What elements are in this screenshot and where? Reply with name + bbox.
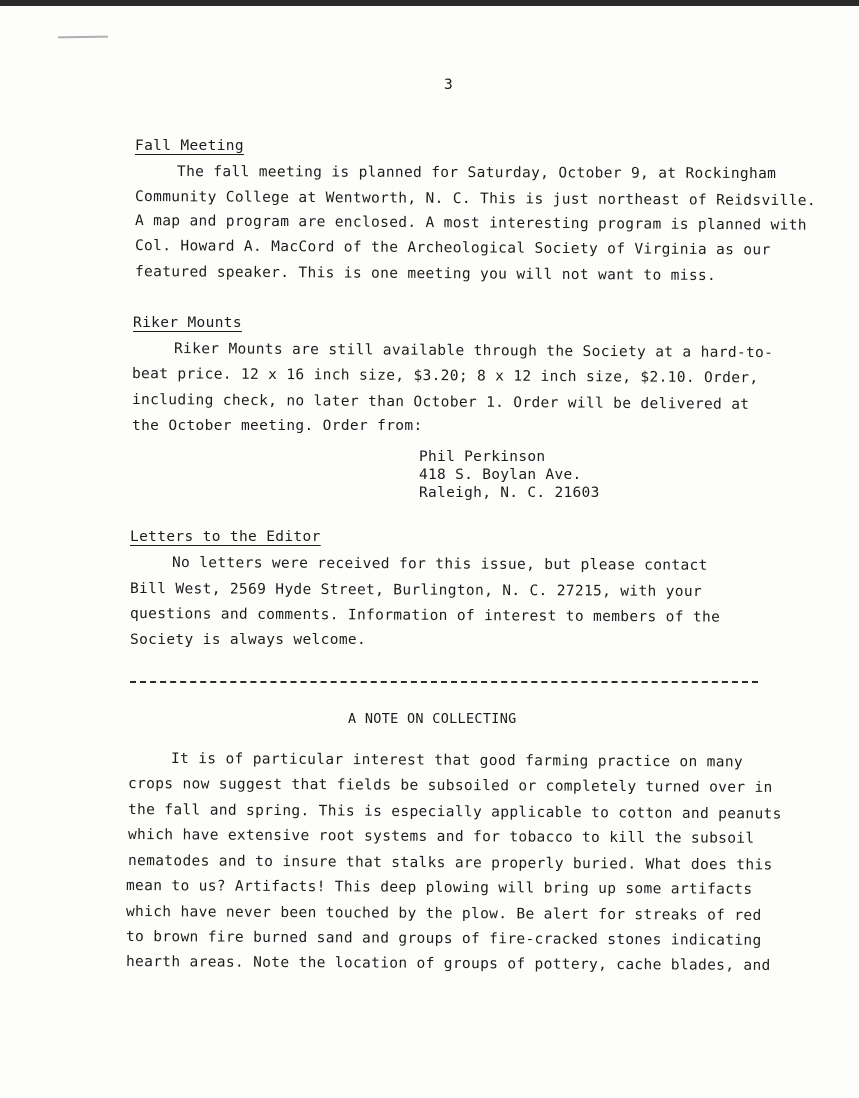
fall-meeting-line: Col. Howard A. MacCord of the Archeological Society of Virginia as our bbox=[134, 238, 771, 259]
note-line: which have never been touched by the plow. Be alert for streaks of red bbox=[125, 904, 762, 924]
fall-meeting-line: The fall meeting is planned for Saturday, October 9, at Rockingham bbox=[176, 164, 777, 183]
paper-mark bbox=[58, 36, 108, 39]
address-name: Phil Perkinson bbox=[419, 449, 546, 465]
letters-heading: Letters to the Editor bbox=[130, 529, 321, 545]
letters-line: questions and comments. Information of interest to members of the bbox=[129, 606, 721, 626]
note-line: nematodes and to insure that stalks are properly buried. What does this bbox=[127, 853, 773, 874]
note-line: mean to us? Artifacts! This deep plowing will bring up some artifacts bbox=[125, 878, 753, 898]
fall-meeting-heading: Fall Meeting bbox=[135, 138, 244, 154]
riker-mounts-line: including check, no later than October 1. Order will be delivered at bbox=[131, 392, 750, 413]
page-number: 3 bbox=[444, 77, 453, 93]
riker-mounts-line: beat price. 12 x 16 inch size, $3.20; 8 x 12 inch size, $2.10. Order, bbox=[131, 366, 759, 387]
note-line: the fall and spring. This is especially applicable to cotton and peanuts bbox=[127, 802, 782, 823]
riker-mounts-heading: Riker Mounts bbox=[133, 315, 242, 331]
riker-mounts-line: Riker Mounts are still available through the Society at a hard-to- bbox=[173, 341, 774, 362]
note-line: crops now suggest that fields be subsoiled or completely turned over in bbox=[127, 776, 773, 796]
note-title: A NOTE ON COLLECTING bbox=[348, 711, 517, 727]
note-line: It is of particular interest that good farming practice on many bbox=[170, 751, 744, 771]
note-line: hearth areas. Note the location of groups of pottery, cache blades, and bbox=[125, 954, 771, 974]
letters-line: Society is always welcome. bbox=[130, 632, 367, 648]
fall-meeting-line: featured speaker. This is one meeting you will not want to miss. bbox=[134, 264, 717, 285]
page-top-edge bbox=[0, 0, 859, 6]
section-divider bbox=[130, 681, 758, 683]
fall-meeting-line: A map and program are enclosed. A most interesting program is planned with bbox=[134, 213, 807, 234]
address-street: 418 S. Boylan Ave. bbox=[419, 467, 582, 483]
letters-line: Bill West, 2569 Hyde Street, Burlington, N. C. 27215, with your bbox=[129, 581, 703, 600]
riker-mounts-line: the October meeting. Order from: bbox=[132, 418, 423, 434]
note-line: to brown fire burned sand and groups of fire-cracked stones indicating bbox=[125, 929, 762, 949]
letters-line: No letters were received for this issue, but please contact bbox=[171, 555, 708, 574]
address-city: Raleigh, N. C. 21603 bbox=[419, 485, 600, 501]
fall-meeting-line: Community College at Wentworth, N. C. This is just northeast of Reidsville. bbox=[134, 189, 817, 210]
note-line: which have extensive root systems and for tobacco to kill the subsoil bbox=[127, 827, 755, 847]
